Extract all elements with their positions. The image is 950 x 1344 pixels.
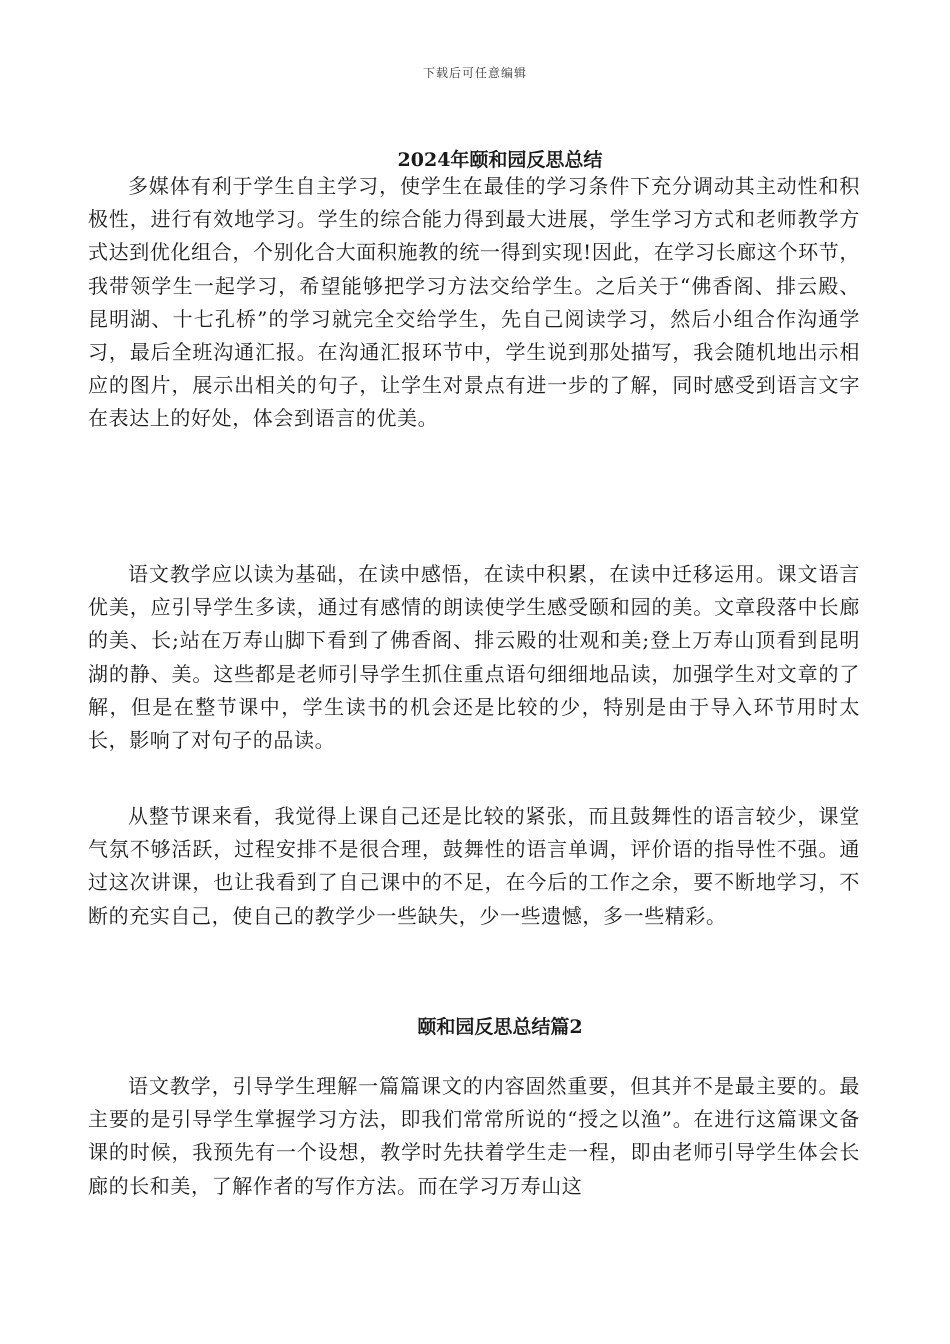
page-header-note: 下载后可任意编辑 (422, 66, 527, 80)
paragraph-2: 语文教学应以读为基础，在读中感悟，在读中积累，在读中迁移运用。课文语言优美，应引导学生多读，通过有感情的朗读使学生感受颐和园的美。文章段落中长廊的美、长;站在万寿山脚下看到了佛香阁、排云殿的壮观和美;登上万寿山顶看到昆明湖的静、美。这些都是老师引导学生抓住重点语句细细地品读，加强学生对文章的了解，但是在整节课中，学生读书的机会还是比较的少，特别是由于导入环节用时太长，影响了对句子的品读。 (88, 562, 860, 753)
section-2-paragraph-1: 语文教学，引导学生理解一篇篇课文的内容固然重要，但其并不是最主要的。最主要的是引导学生掌握学习方法，即我们常常所说的“授之以渔”。在进行这篇课文备课的时候，我预先有一个设想，教学时先扶着学生走一程，即由老师引导学生体会长廊的长和美，了解作者的写作方法。而在学习万寿山这 (88, 1074, 860, 1198)
document-title: 2024年颐和园反思总结 (397, 149, 603, 171)
paragraph-3: 从整节课来看，我觉得上课自己还是比较的紧张，而且鼓舞性的语言较少，课堂气氛不够活跃，过程安排不是很合理，鼓舞性的语言单调，评价语的指导性不强。通过这次讲课，也让我看到了自己课中的不足，在今后的工作之余，要不断地学习，不断的充实自己，使自己的教学少一些缺失，少一些遗憾，多一些精彩。 (88, 804, 860, 928)
section-2-title: 颐和园反思总结篇2 (417, 1016, 583, 1038)
paragraph-1: 多媒体有利于学生自主学习，使学生在最佳的学习条件下充分调动其主动性和积极性，进行有效地学习。学生的综合能力得到最大进展，学生学习方式和老师教学方式达到优化组合，个别化合大面积施教的统一得到实现!因此，在学习长廊这个环节，我带领学生一起学习，希望能够把学习方法交给学生。之后关于“佛香阁、排云殿、昆明湖、十七孔桥”的学习就完全交给学生，先自己阅读学习，然后小组合作沟通学习，最后全班沟通汇报。在沟通汇报环节中，学生说到那处描写，我会随机地出示相应的图片，展示出相关的句子，让学生对景点有进一步的了解，同时感受到语言文字在表达上的好处，体会到语言的优美。 (88, 174, 860, 431)
